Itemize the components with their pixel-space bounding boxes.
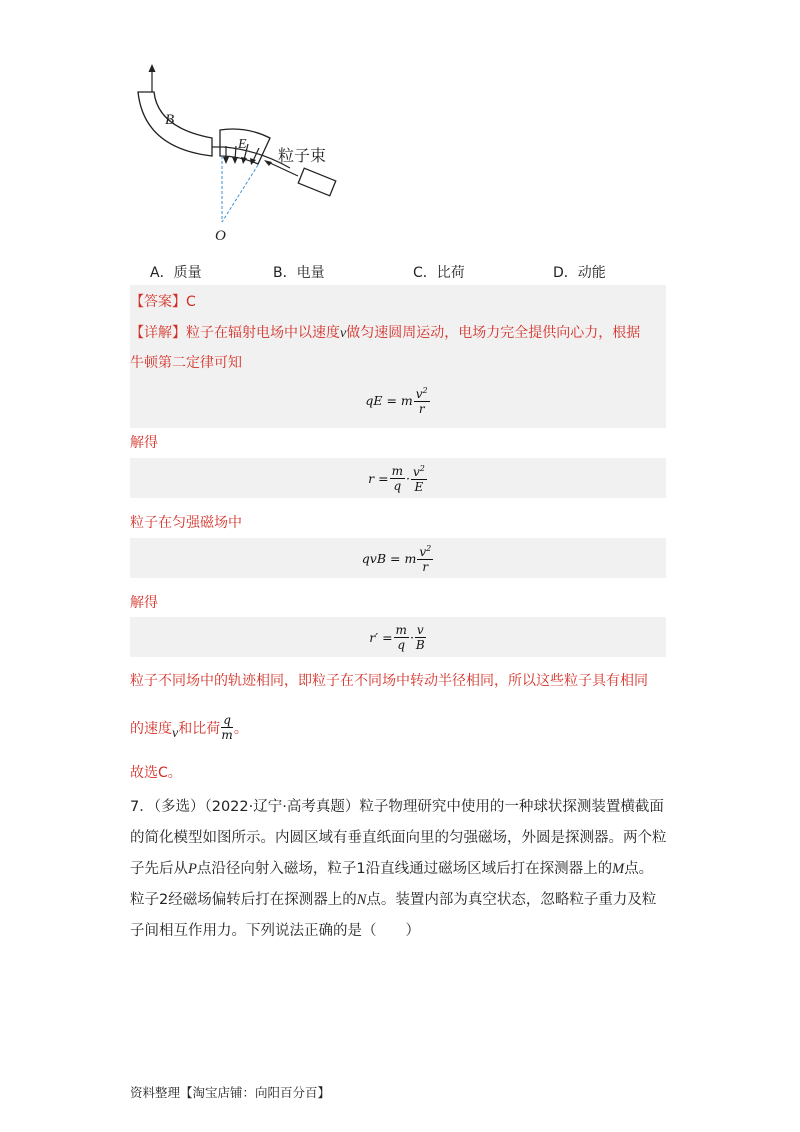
question7-line-4: 粒子2经磁场偏转后打在探测器上的N点。装置内部为真空状态，忽略粒子重力及粒 (130, 892, 657, 908)
conclusion-line-1: 粒子不同场中的轨迹相同，即粒子在不同场中转动半径相同，所以这些粒子具有相同 (130, 673, 648, 689)
equation-3: qvB = m $\frac{v^2}{r}$ (361, 544, 432, 574)
detail-line-1: 【详解】粒子在辐射电场中以速度v做匀速圆周运动，电场力完全提供向心力，根据 (130, 325, 641, 341)
conclusion-line-2: 的速度 v 和比荷 $\frac{q}{m}$ 。 (130, 713, 248, 742)
particle-source-box (298, 168, 336, 196)
option-a: A．质量 (150, 265, 202, 281)
label-e: E (238, 137, 247, 152)
particle-beam-figure (128, 62, 378, 252)
solve-1: 解得 (130, 435, 158, 451)
mag-field-line: 粒子在匀强磁场中 (130, 515, 242, 531)
question7-line-1: 7．（多选）（2022·辽宁·高考真题）粒子物理研究中使用的一种球状探测装置横截面 (130, 799, 664, 815)
equation-4: r′ = $\frac{m}{q}$ · $\frac{v}{B}$ (369, 622, 425, 652)
choose-line: 故选C。 (130, 765, 182, 781)
equation-1: qE = m $\frac{v^2}{r}$ (365, 386, 428, 416)
solve-2: 解得 (130, 595, 158, 611)
answer-line: 【答案】C (130, 294, 196, 310)
footer: 资料整理【淘宝店铺：向阳百分百】 (130, 1085, 331, 1100)
option-d: D．动能 (553, 265, 606, 281)
label-b: B (165, 112, 175, 128)
option-b: B．电量 (273, 265, 325, 281)
label-beam: 粒子束 (278, 148, 327, 165)
question7-line-2: 的简化模型如图所示。内圆区域有垂直纸面向里的匀强磁场，外圆是探测器。两个粒 (130, 830, 667, 846)
magnetic-field-channel (138, 92, 212, 156)
label-o: O (215, 228, 226, 244)
question7-line-3: 子先后从P点沿径向射入磁场，粒子1沿直线通过磁场区域后打在探测器上的M点。 (130, 861, 654, 877)
equation-2: r = $\frac{m}{q}$ · $\frac{v^2}{E}$ (368, 463, 425, 494)
question7-line-5: 子间相互作用力。下列说法正确的是（ ） (130, 923, 420, 939)
detail-line-2: 牛顿第二定律可知 (130, 355, 242, 371)
detail-head: 【详解】 (130, 325, 186, 341)
option-c: C．比荷 (413, 265, 465, 281)
